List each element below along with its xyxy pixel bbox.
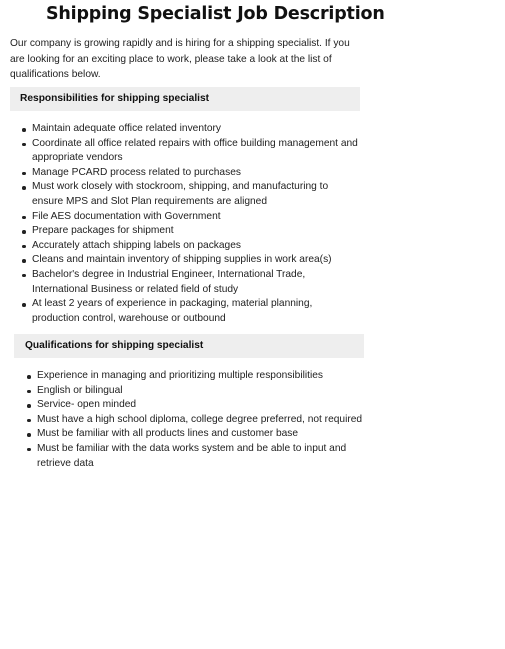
list-item: At least 2 years of experience in packaging, material planning, production control, warehouse or outbound [21,297,361,326]
list-item: Accurately attach shipping labels on packages [21,239,361,254]
list-item: English or bilingual [26,384,371,399]
qualifications-heading: Qualifications for shipping specialist [14,334,364,358]
list-item: Cleans and maintain inventory of shipping supplies in work area(s) [21,253,361,268]
page-title: Shipping Specialist Job Description [46,4,385,24]
list-item: Experience in managing and prioritizing multiple responsibilities [26,369,371,384]
list-item: Service- open minded [26,398,371,413]
list-item: Must have a high school diploma, college degree preferred, not required [26,413,371,428]
list-item: Must work closely with stockroom, shipping, and manufacturing to ensure MPS and Slot Plan requirements are aligned [21,180,361,209]
list-item: File AES documentation with Government [21,210,361,225]
responsibilities-list [21,122,361,326]
intro-paragraph: Our company is growing rapidly and is hiring for a shipping specialist. If you are looking for an exciting place to work, please take a look at the list of qualifications below. [10,38,350,80]
list-item: Prepare packages for shipment [21,224,361,239]
list-item: Manage PCARD process related to purchases [21,166,361,181]
list-item: Bachelor's degree in Industrial Engineer, International Trade, International Business or related field of study [21,268,361,297]
list-item: Must be familiar with all products lines and customer base [26,427,371,442]
qualifications-list [26,369,371,471]
list-item: Must be familiar with the data works system and be able to input and retrieve data [26,442,371,471]
list-item: Coordinate all office related repairs with office building management and appropriate vendors [21,137,361,166]
responsibilities-heading: Responsibilities for shipping specialist [10,87,360,111]
list-item: Maintain adequate office related inventory [21,122,361,137]
